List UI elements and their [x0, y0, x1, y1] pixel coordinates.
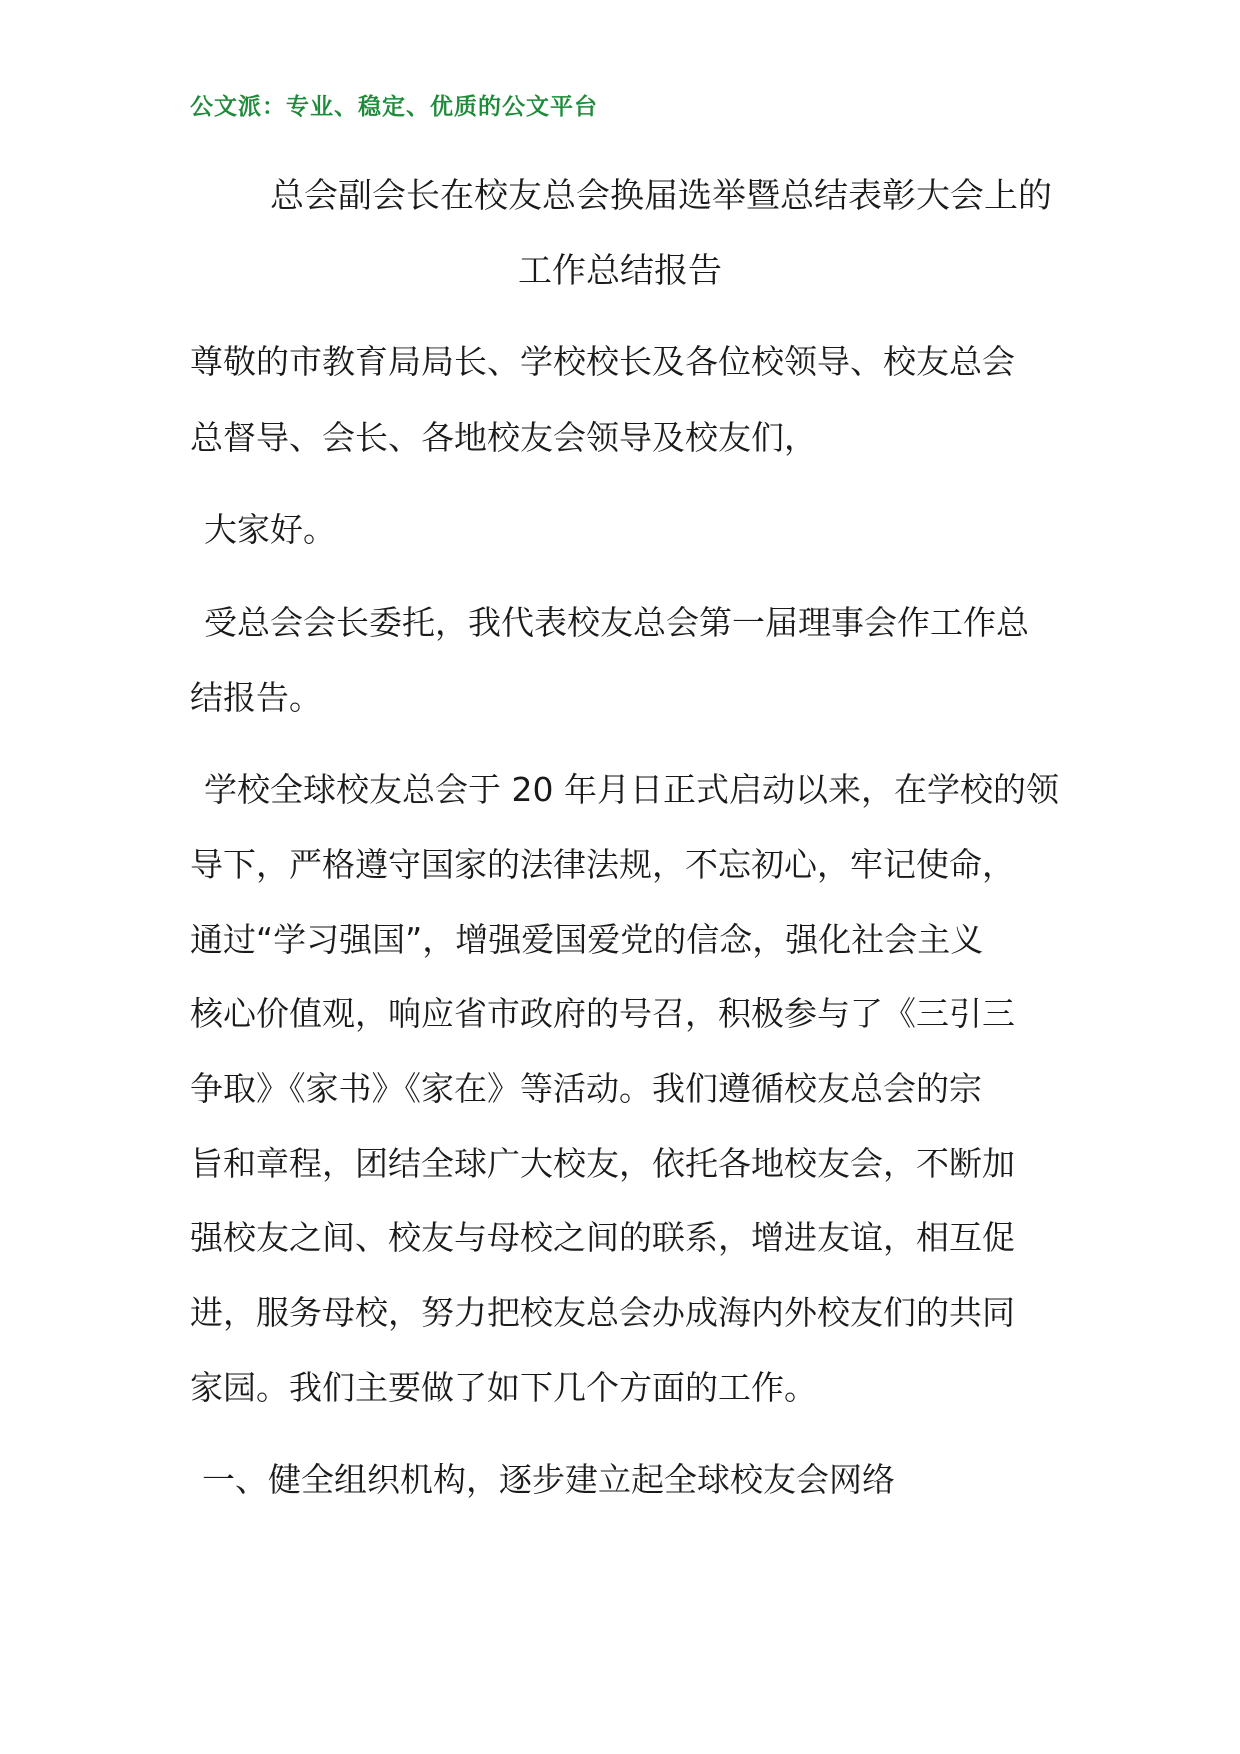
para1-line-1: 受总会会长委托，我代表校友总会第一届理事会作工作总 — [204, 603, 1029, 642]
salutation-line-2: 总督导、会长、各地校友会领导及校友们， — [190, 418, 817, 457]
para1-line-2: 结报告。 — [190, 678, 322, 717]
para2-line-5: 争取》《家书》《家在》等活动。我们遵循校友总会的宗 — [190, 1069, 982, 1108]
para2-line-6: 旨和章程，团结全球广大校友，依托各地校友会，不断加 — [190, 1144, 1015, 1183]
para2-line-4: 核心价值观，响应省市政府的号召，积极参与了《三引三 — [190, 994, 1015, 1033]
para2-line-3: 通过“学习强国”，增强爱国爱党的信念，强化社会主义 — [190, 920, 984, 959]
para2-line-7: 强校友之间、校友与母校之间的联系，增进友谊，相互促 — [190, 1218, 1015, 1257]
para2-line-1: 学校全球校友总会于 20 年月日正式启动以来，在学校的领 — [204, 770, 1059, 809]
document-title-line-1: 总会副会长在校友总会换届选举暨总结表彰大会上的 — [270, 176, 1052, 216]
salutation-line-1: 尊敬的市教育局局长、学校校长及各位校领导、校友总会 — [190, 342, 1015, 381]
para2-line-2: 导下，严格遵守国家的法律法规，不忘初心，牢记使命， — [190, 845, 1015, 884]
para2-line-9: 家园。我们主要做了如下几个方面的工作。 — [190, 1368, 817, 1407]
section-heading-1: 一、健全组织机构，逐步建立起全球校友会网络 — [202, 1460, 895, 1499]
greeting: 大家好。 — [204, 510, 336, 549]
para2-line-8: 进，服务母校，努力把校友总会办成海内外校友们的共同 — [190, 1293, 1015, 1332]
document-title-line-2: 工作总结报告 — [518, 251, 722, 291]
site-tagline: 公文派：专业、稳定、优质的公文平台 — [190, 94, 598, 120]
